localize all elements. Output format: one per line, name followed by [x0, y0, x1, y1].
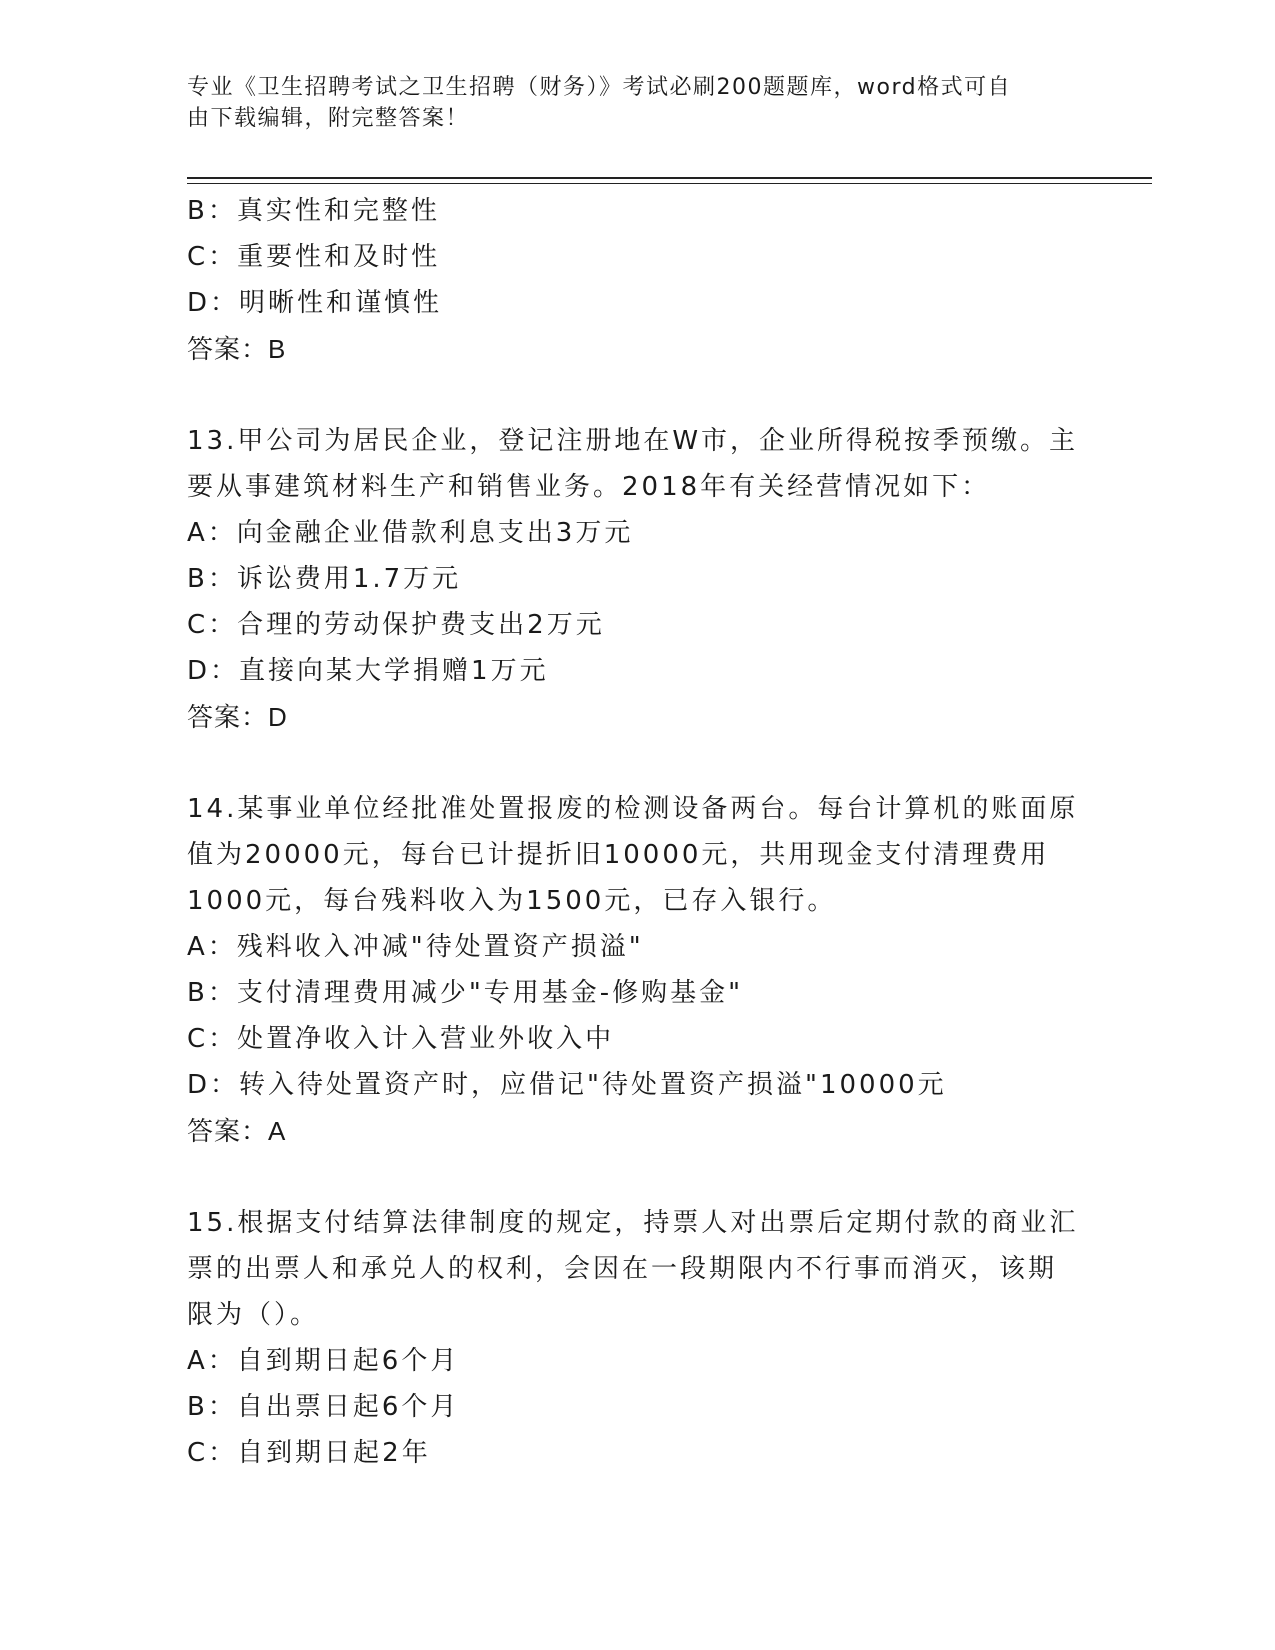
option-d: D：明晰性和谨慎性 — [187, 288, 443, 318]
option-d: D：转入待处置资产时，应借记"待处置资产损溢"10000元 — [187, 1070, 947, 1100]
question-13 — [187, 418, 1087, 740]
header-line-2: 由下载编辑，附完整答案！ — [187, 106, 470, 131]
question-stem-line: 13.甲公司为居民企业，登记注册地在W市，企业所得税按季预缴。主 — [187, 426, 1079, 456]
answer-label: 答案：A — [187, 1116, 287, 1146]
question-15 — [187, 1200, 1087, 1476]
answer-label: 答案：D — [187, 702, 288, 732]
option-c: C：重要性和及时性 — [187, 242, 441, 272]
header-rule-thick — [187, 177, 1152, 179]
page-header — [187, 72, 1067, 134]
option-b: B：诉讼费用1.7万元 — [187, 564, 462, 594]
question-stem-line: 1000元，每台残料收入为1500元，已存入银行。 — [187, 886, 837, 916]
option-c: C：自到期日起2年 — [187, 1438, 431, 1468]
question-stem-line: 值为20000元，每台已计提折旧10000元，共用现金支付清理费用 — [187, 840, 1050, 870]
option-b: B：支付清理费用减少"专用基金-修购基金" — [187, 978, 744, 1008]
question-stem-line: 限为（）。 — [187, 1300, 320, 1330]
option-b: B：自出票日起6个月 — [187, 1392, 460, 1422]
header-line-1: 专业《卫生招聘考试之卫生招聘（财务）》考试必刷200题题库，word格式可自 — [187, 75, 1012, 100]
question-stem-line: 票的出票人和承兑人的权利，会因在一段期限内不行事而消灭，该期 — [187, 1254, 1058, 1284]
option-b: B：真实性和完整性 — [187, 196, 440, 226]
option-c: C：合理的劳动保护费支出2万元 — [187, 610, 605, 640]
option-c: C：处置净收入计入营业外收入中 — [187, 1024, 615, 1054]
question-stem-line: 要从事建筑材料生产和销售业务。2018年有关经营情况如下： — [187, 472, 991, 502]
option-a: A：自到期日起6个月 — [187, 1346, 460, 1376]
question-stem-line: 14.某事业单位经批准处置报废的检测设备两台。每台计算机的账面原 — [187, 794, 1079, 824]
question-12-continuation — [187, 188, 1087, 372]
answer-label: 答案：B — [187, 334, 287, 364]
question-stem-line: 15.根据支付结算法律制度的规定，持票人对出票后定期付款的商业汇 — [187, 1208, 1079, 1238]
option-d: D：直接向某大学捐赠1万元 — [187, 656, 549, 686]
header-rule-thin — [187, 183, 1152, 184]
option-a: A：向金融企业借款利息支出3万元 — [187, 518, 634, 548]
question-14 — [187, 786, 1087, 1154]
option-a: A：残料收入冲减"待处置资产损溢" — [187, 932, 644, 962]
document-body — [187, 188, 1087, 1476]
